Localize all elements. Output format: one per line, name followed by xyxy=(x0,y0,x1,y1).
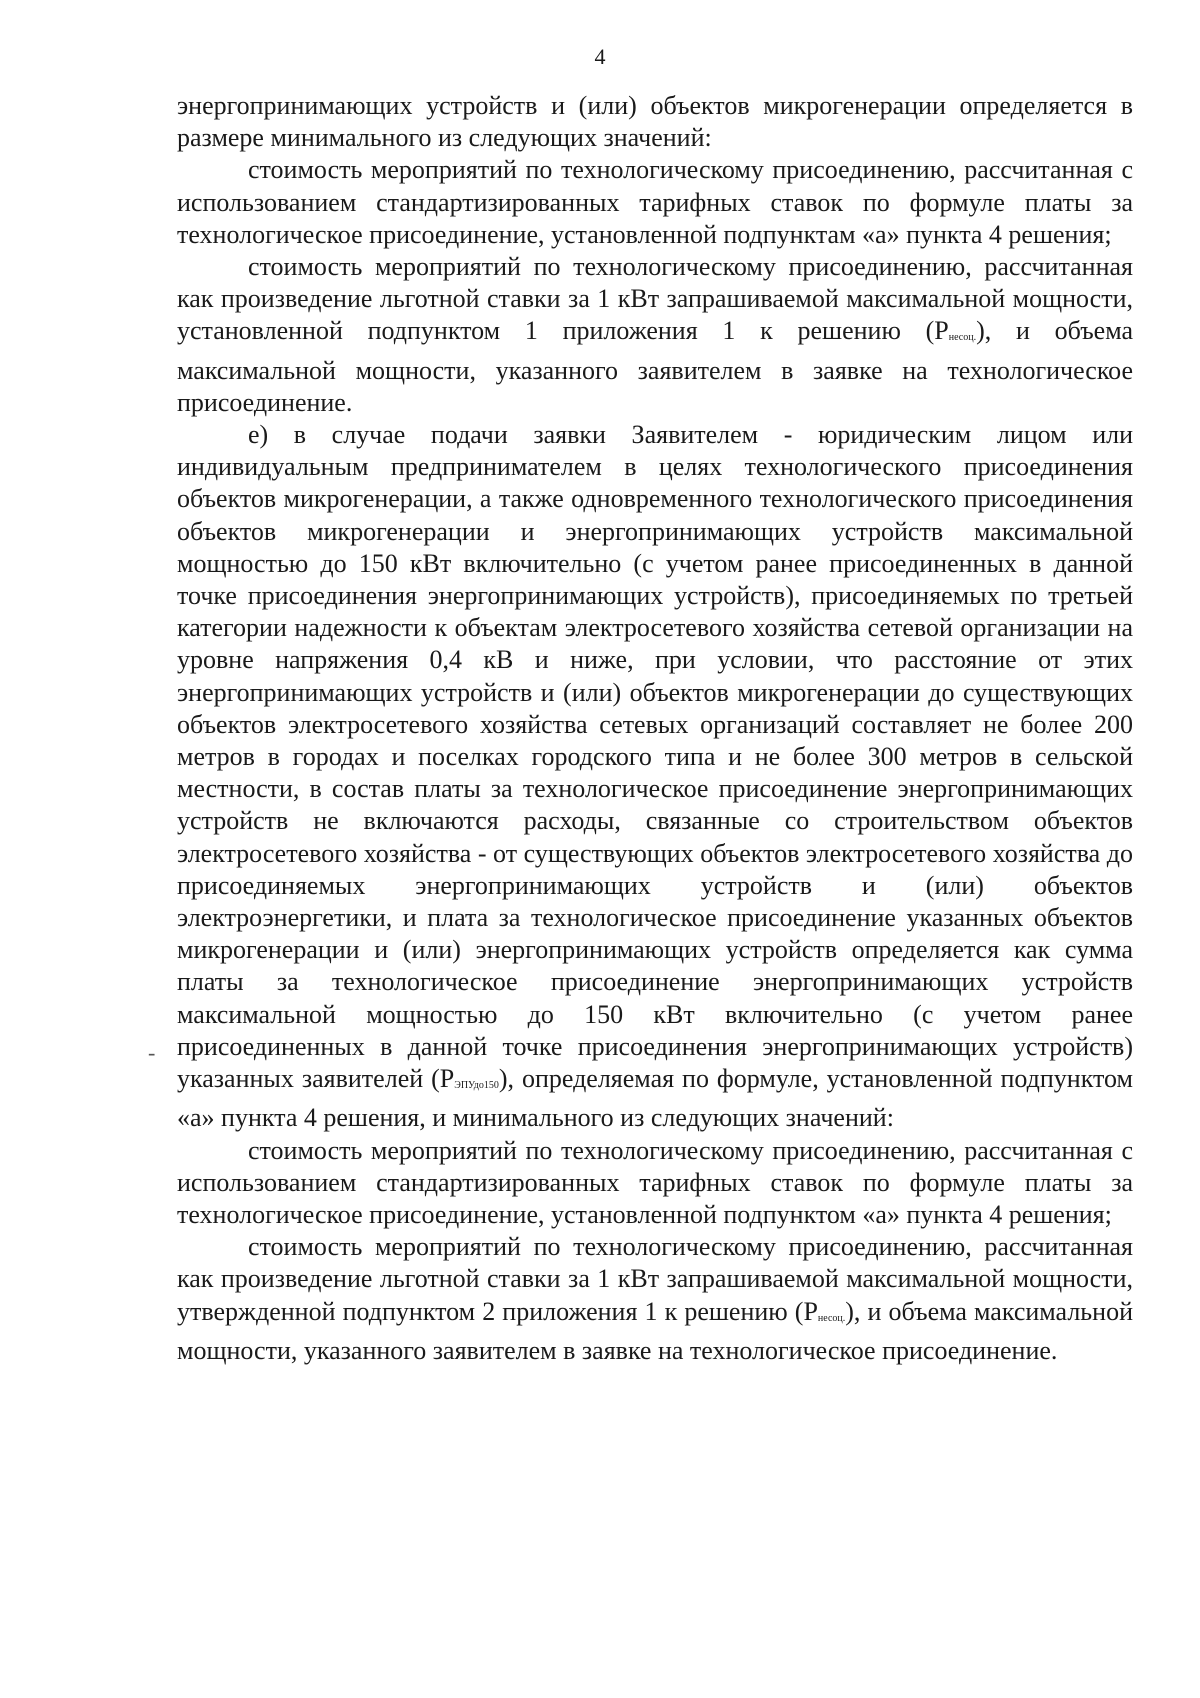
paragraph-continuation: энергопринимающих устройств и (или) объектов микрогенерации определяется в размере минимального из следующих значений: xyxy=(177,91,1133,153)
subscript-label: ЭПУдо150 xyxy=(454,1080,499,1092)
paragraph-text-after: ), определяемая по формуле, установленной подпунктом «а» пункта 4 решения, и минимального из следующих значений: xyxy=(177,1064,1133,1133)
paragraph-text-after: ), и объема максимальной мощности, указанного заявителем в заявке на технологическое присоединение. xyxy=(177,1296,1133,1365)
page-number: 4 xyxy=(594,44,606,69)
paragraph-cost-preferential-rate xyxy=(177,251,1133,419)
paragraph-text-before: стоимость мероприятий по технологическому присоединению, рассчитанная как произведение льготной ставки за 1 кВт запрашиваемой максимальной мощности, установленной подпунктом 1 приложения 1 к решению (Р xyxy=(177,252,1133,346)
paragraph-text-before: е) в случае подачи заявки Заявителем - юридическим лицом или индивидуальным предпринимателем в целях технологического присоединения объектов микрогенерации, а также одновременного технологического присоединения объектов микрогенерации и энергопринимающих устройств максимальной мощностью до 150 кВт включительно (с учетом ранее присоединенных в данной точке присоединения энергопринимающих устройств), присоединяемых по третьей категории надежности к объектам электросетевого хозяйства сетевой организации на уровне напряжения 0,4 кВ и ниже, при условии, что расстояние от этих энергопринимающих устройств и (или) объектов микрогенерации до существующих объектов электросетевого хозяйства сетевых организаций составляет не более 200 метров в городах и поселках городского типа и не более 300 метров в сельской местности, в состав платы за технологическое присоединение энергопринимающих устройств не включаются расходы, связанные со строительством объектов электросетевого хозяйства - от существующих объектов электросетевого хозяйства до присоединяемых энергопринимающих устройств и (или) объектов электроэнергетики, и плата за технологическое присоединение указанных объектов микрогенерации и (или) энергопринимающих устройств определяется как сумма платы за технологическое присоединение энергопринимающих устройств максимальной мощностью до 150 кВт включительно (с учетом ранее присоединенных в данной точке присоединения энергопринимающих устройств) указанных заявителей (Р xyxy=(177,420,1133,1094)
paragraph-cost-preferential-rate-2 xyxy=(177,1231,1133,1367)
document-body xyxy=(177,90,1133,1367)
subscript-label: несоц. xyxy=(948,332,977,344)
paragraph-cost-standard-rates: стоимость мероприятий по технологическому присоединению, рассчитанная с использованием стандартизированных тарифных ставок по формуле платы за технологическое присоединение, установленной подпунктам «а» пункта 4 решения; xyxy=(177,155,1133,249)
subscript-label: несоц. xyxy=(817,1312,846,1324)
paragraph-cost-standard-rates-2: стоимость мероприятий по технологическому присоединению, рассчитанная с использованием стандартизированных тарифных ставок по формуле платы за технологическое присоединение, установленной подпунктом «а» пункта 4 решения; xyxy=(177,1135,1133,1229)
paragraph-item-e xyxy=(177,419,1133,1134)
margin-mark: - xyxy=(148,1040,156,1065)
paragraph-text-after: ), и объема максимальной мощности, указанного заявителем в заявке на технологическое присоединение. xyxy=(177,316,1134,417)
paragraph-text-before: стоимость мероприятий по технологическому присоединению, рассчитанная как произведение льготной ставки за 1 кВт запрашиваемой максимальной мощности, утвержденной подпунктом 2 приложения 1 к решению (Р xyxy=(177,1232,1133,1326)
